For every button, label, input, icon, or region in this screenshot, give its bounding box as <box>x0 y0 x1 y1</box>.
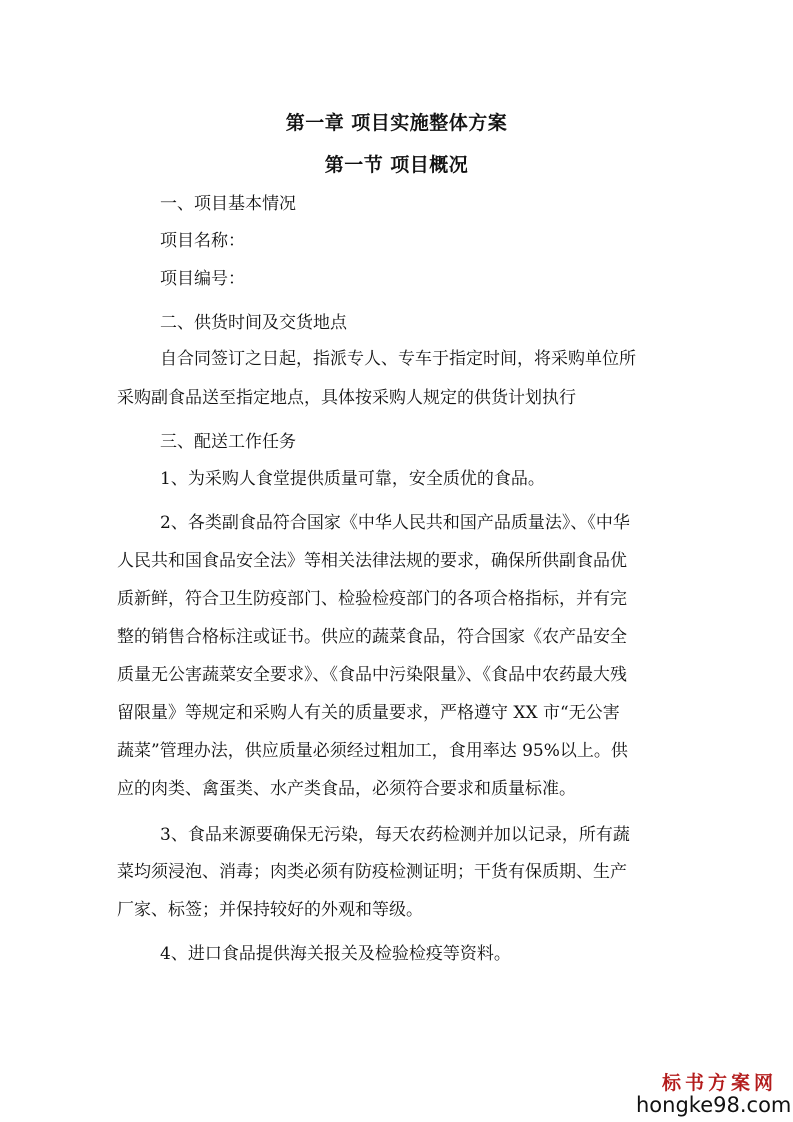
heading-basic-info: 一、项目基本情况 <box>160 194 296 214</box>
chapter-title: 第一章 项目实施整体方案 <box>285 112 508 134</box>
paragraph-line: 3、食品来源要确保无污染，每天农药检测并加以记录，所有蔬 <box>160 825 630 845</box>
paragraph-line: 自合同签订之日起，指派专人、专车于指定时间，将采购单位所 <box>160 349 636 369</box>
watermark-cn: 标书方案网 <box>662 1072 778 1094</box>
paragraph-line: 蔬菜”管理办法，供应质量必须经过粗加工，食用率达 95%以上。供 <box>117 741 628 761</box>
heading-tasks: 三、配送工作任务 <box>160 432 296 452</box>
list-item-4: 4、进口食品提供海关报关及检验检疫等资料。 <box>160 944 511 964</box>
list-item-1: 1、为采购人食堂提供质量可靠，安全质优的食品。 <box>160 469 545 489</box>
paragraph-line: 整的销售合格标注或证书。供应的蔬菜食品，符合国家《农产品安全 <box>117 627 627 647</box>
paragraph-line: 人民共和国食品安全法》等相关法律法规的要求，确保所供副食品优 <box>117 551 627 571</box>
section-title: 第一节 项目概况 <box>324 154 469 176</box>
heading-delivery: 二、供货时间及交货地点 <box>160 313 347 333</box>
paragraph-line: 质量无公害蔬菜安全要求》、《食品中污染限量》、《食品中农药最大残 <box>117 665 627 685</box>
paragraph-line: 应的肉类、禽蛋类、水产类食品，必须符合要求和质量标准。 <box>117 779 576 799</box>
paragraph-line: 厂家、标签；并保持较好的外观和等级。 <box>117 900 423 920</box>
watermark-en: hongke98.com <box>636 1093 792 1117</box>
paragraph-line: 留限量》等规定和采购人有关的质量要求，严格遵守 XX 市“无公害 <box>117 703 620 723</box>
paragraph-line: 采购副食品送至指定地点，具体按采购人规定的供货计划执行 <box>117 388 576 408</box>
project-name-label: 项目名称： <box>160 231 245 251</box>
paragraph-line: 2、各类副食品符合国家《中华人民共和国产品质量法》、《中华 <box>160 513 630 533</box>
paragraph-line: 质新鲜，符合卫生防疫部门、检验检疫部门的各项合格指标，并有完 <box>117 589 627 609</box>
project-number-label: 项目编号： <box>160 269 245 289</box>
paragraph-line: 菜均须浸泡、消毒；肉类必须有防疫检测证明；干货有保质期、生产 <box>117 862 627 882</box>
